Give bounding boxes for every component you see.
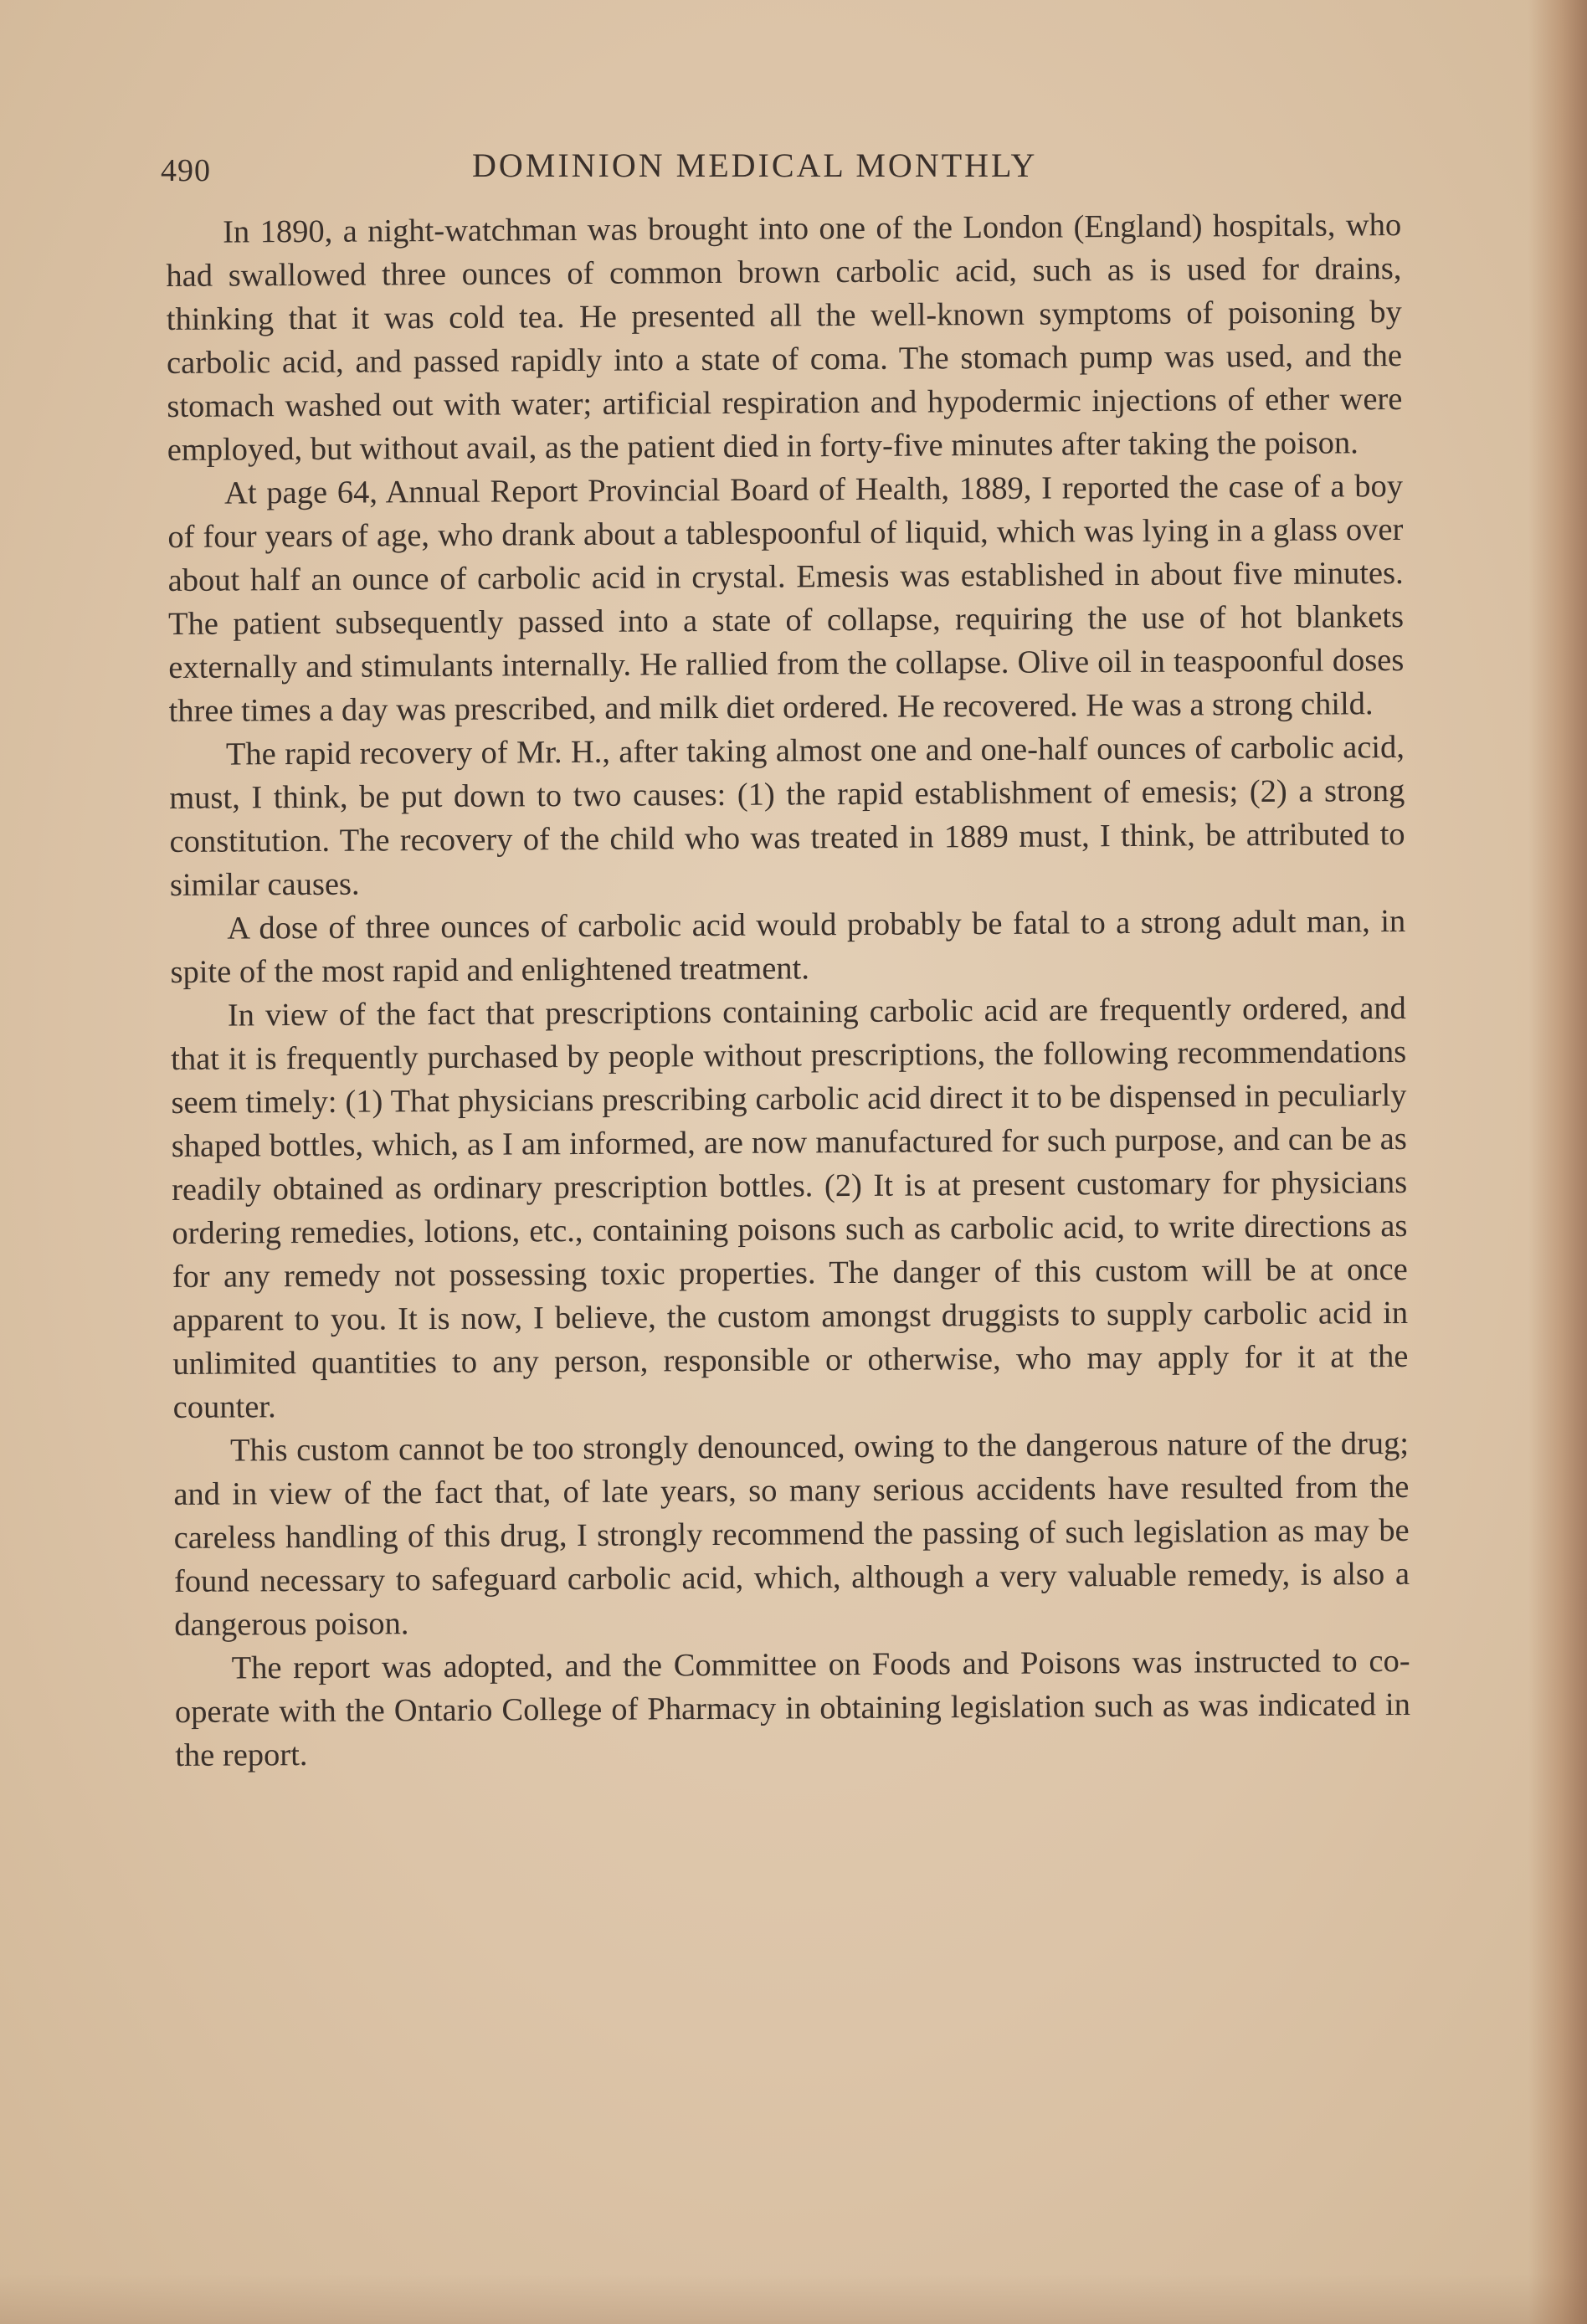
running-head — [161, 146, 1400, 196]
paragraph: A dose of three ounces of carbolic acid would probably be fatal to a strong adult man, in spite of the most rapid and enlightened treatment. — [170, 903, 1406, 990]
page-edge-shadow — [1528, 0, 1587, 2324]
journal-title: DOMINION MEDICAL MONTHLY — [472, 146, 1038, 184]
page-number: 490 — [161, 153, 211, 188]
paragraph: In view of the fact that prescriptions containing carbolic acid are frequently ordered, and that it is frequently purchased by people without prescriptions, the following recommendations seem timely: (1) That physicians prescribing carbolic acid direct it to be dispensed in peculiarly shaped bottles, which, as I am informed, are now manufactured for such purpose, and can be as readily obtained as ordinary prescription bottles. (2) It is at present customary for physicians ordering remedies, lotions, etc., containing poisons such as carbolic acid, to write directions as for any remedy not possessing toxic properties. The danger of this custom will be at once apparent to you. It is now, I believe, the custom amongst druggists to supply carbolic acid in unlimited quantities to any person, responsible or otherwise, who may apply for it at the counter. — [171, 990, 1409, 1425]
article-body — [166, 203, 1410, 1778]
paragraph: At page 64, Annual Report Provincial Board of Health, 1889, I reported the case of a boy of four years of age, who drank about a tablespoonful of liquid, which was lying in a glass over about half an ounce of carbolic acid in crystal. Emesis was established in about five minutes. The patient subsequently passed into a state of collapse, requiring the use of hot blankets externally and stimulants internally. He rallied from the collapse. Olive oil in teaspoonful doses three times a day was prescribed, and milk diet ordered. He recovered. He was a strong child. — [167, 468, 1405, 729]
paragraph: The report was adopted, and the Committee on Foods and Poisons was instructed to co-operate with the Ontario College of Pharmacy in obtaining legislation such as was indicated in the report. — [174, 1643, 1411, 1773]
paragraph: In 1890, a night-watchman was brought into one of the London (England) hospitals, who had swallowed three ounces of common brown carbolic acid, such as is used for drains, thinking that it was cold tea. He presented all the well-known symptoms of poisoning by carbolic acid, and passed rapidly into a state of coma. The stomach pump was used, and the stomach washed out with water; artificial respiration and hypodermic injections of ether were employed, but without avail, as the patient died in forty-five minutes after taking the poison. — [166, 207, 1403, 468]
page-bottom-shadow — [0, 2274, 1587, 2324]
paragraph: This custom cannot be too strongly denounced, owing to the dangerous nature of the drug; and in view of the fact that, of late years, so many serious accidents have resulted from the careless handling of this drug, I strongly recommend the passing of such legislation as may be found necessary to safeguard carbolic acid, which, although a very valuable remedy, is also a dangerous poison. — [173, 1425, 1410, 1643]
paragraph: The rapid recovery of Mr. H., after taking almost one and one-half ounces of carbolic acid, must, I think, be put down to two causes: (1) the rapid establishment of emesis; (2) a strong constitution. The recovery of the child who was treated in 1889 must, I think, be attributed to similar causes. — [169, 729, 1405, 903]
